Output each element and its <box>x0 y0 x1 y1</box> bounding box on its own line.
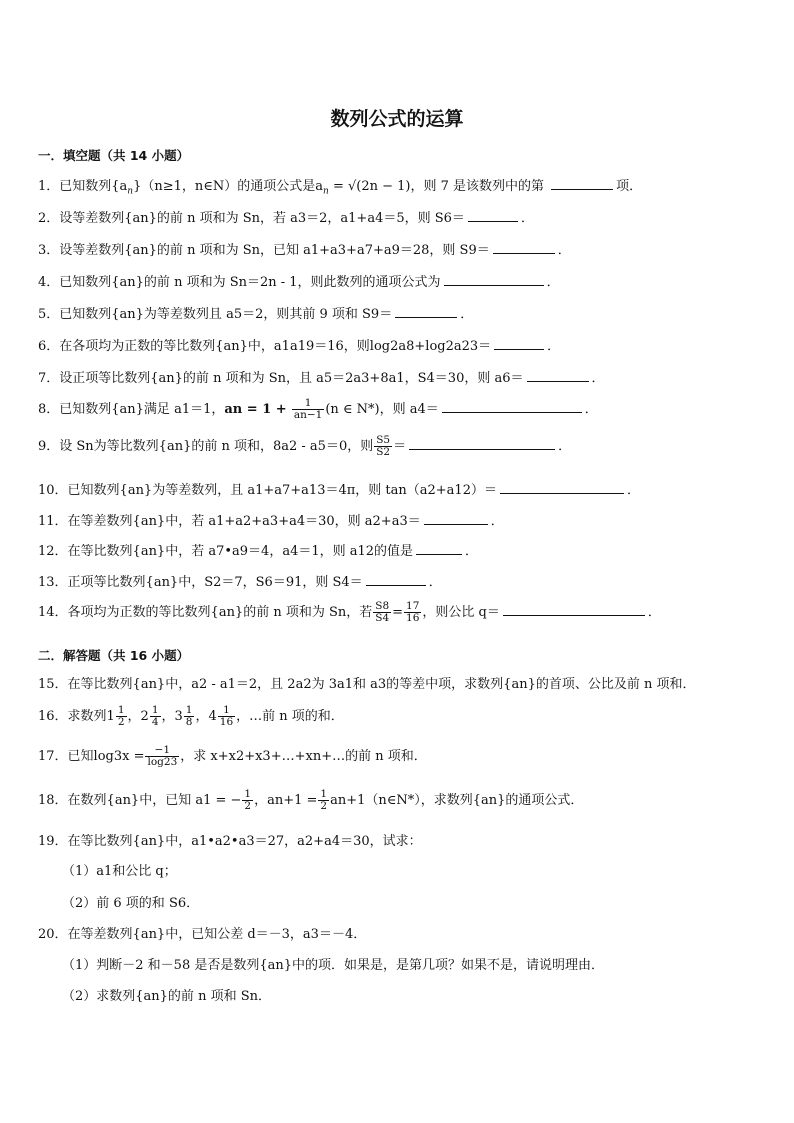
fraction: $\frac{1}{4}$ <box>151 704 159 728</box>
answer-blank[interactable] <box>416 542 462 555</box>
answer-blank[interactable] <box>493 241 555 254</box>
fraction: $\frac{1}{2}$ <box>244 788 252 812</box>
question-18: 18．在数列{an}中，已知 a1 = − $\frac{1}{2}$ ，an+1 = $\frac{1}{2}$ an+1（n∈N*），求数列{an}的通项公式． <box>38 788 584 812</box>
fraction: $\frac{1}{8}$ <box>185 704 193 728</box>
section-fill-in-heading: 一．填空题（共 14 小题） <box>38 148 190 163</box>
question-19: 19．在等比数列{an}中，a1•a2•a3＝27，a2+a4＝30，试求： <box>38 834 422 849</box>
question-12: 12．在等比数列{an}中，若 a7•a9＝4，a4＝1，则 a12的值是 ． <box>38 544 479 559</box>
question-17: 17．已知log3x = $\frac{-1}{\log 23}$ ，求 x+x2+x3+…+xn+…的前 n 项和． <box>38 744 427 768</box>
answer-blank[interactable] <box>500 481 624 494</box>
question-8: 8．已知数列{an}满足 a1＝1，an = 1 + $\frac{1}{an-1}$ (n ∈ N*)，则 a4＝ ． <box>38 397 598 421</box>
fraction: $\frac{1}{an-1}$ <box>293 397 323 421</box>
question-9: 9．设 Sn为等比数列{an}的前 n 项和，8a2 ‐ a5＝0，则 $\frac{S5}{S2}$ ＝ ． <box>38 434 572 458</box>
question-4: 4．已知数列{an}的前 n 项和为 Sn＝2n ‐ 1，则此数列的通项公式为 ． <box>38 275 560 290</box>
question-19-part-2: （2）前 6 项的和 S6． <box>62 896 200 911</box>
question-20-part-1: （1）判断－2 和－58 是否是数列{an}中的项．如果是，是第几项？如果不是，请说明理由． <box>62 958 605 973</box>
fraction: $\frac{-1}{\log 23}$ <box>147 744 178 768</box>
question-15: 15．在等比数列{an}中，a2 ‐ a1＝2，且 2a2为 3a1和 a3的等差中项，求数列{an}的首项、公比及前 n 项和． <box>38 677 696 692</box>
question-10: 10．已知数列{an}为等差数列，且 a1+a7+a13＝4π，则 tan（a2+a12）＝ ． <box>38 483 640 498</box>
answer-blank[interactable] <box>395 305 457 318</box>
fraction: $\frac{1}{2}$ <box>117 704 125 728</box>
question-3: 3．设等差数列{an}的前 n 项和为 Sn，已知 a1+a3+a7+a9＝28，则 S9＝ ． <box>38 243 571 258</box>
answer-blank[interactable] <box>503 603 645 616</box>
answer-blank[interactable] <box>366 573 426 586</box>
page-title: 数列公式的运算 <box>330 108 464 130</box>
question-2: 2．设等差数列{an}的前 n 项和为 Sn，若 a3＝2，a1+a4＝5，则 S6＝ ． <box>38 211 534 226</box>
question-16: 16．求数列1 $\frac{1}{2}$ ，2 $\frac{1}{4}$ ，3 $\frac{1}{8}$ ，4 $\frac{1}{16}$ ，…前 n 项的和． <box>38 704 344 728</box>
fraction: $\frac{1}{16}$ <box>219 704 234 728</box>
question-11: 11．在等差数列{an}中，若 a1+a2+a3+a4＝30，则 a2+a3＝ ． <box>38 514 504 529</box>
question-1: 1．已知数列$\{a_n\}(n\ge 1$，n∈N）的通项公式是$a_n = √(2n - 1)$，则 7 是该数列中的第 项． <box>38 179 643 197</box>
fraction: $\frac{S8}{S4}$ <box>375 600 390 624</box>
answer-blank[interactable] <box>424 512 488 525</box>
answer-blank[interactable] <box>444 273 544 286</box>
question-7: 7．设正项等比数列{an}的前 n 项和为 Sn，且 a5＝2a3+8a1，S4＝30，则 a6＝ ． <box>38 371 605 386</box>
question-19-part-1: （1）a1和公比 q； <box>62 864 177 879</box>
question-5: 5．已知数列{an}为等差数列且 a5＝2，则其前 9 项和 S9＝ ． <box>38 307 474 322</box>
answer-blank[interactable] <box>527 369 589 382</box>
answer-blank[interactable] <box>494 337 544 350</box>
fraction: $\frac{S5}{S2}$ <box>376 434 391 458</box>
question-20: 20．在等差数列{an}中，已知公差 d＝－3，a3＝－4． <box>38 927 367 942</box>
section-answer-heading: 二．解答题（共 16 小题） <box>38 648 190 663</box>
fraction: $\frac{1}{2}$ <box>320 788 328 812</box>
answer-blank[interactable] <box>551 177 613 190</box>
answer-blank[interactable] <box>409 437 555 450</box>
answer-blank[interactable] <box>442 400 582 413</box>
question-20-part-2: （2）求数列{an}的前 n 项和 Sn． <box>62 989 271 1004</box>
answer-blank[interactable] <box>468 209 518 222</box>
question-6: 6．在各项均为正数的等比数列{an}中，a1a19＝16，则log2a8+log2a23＝ ． <box>38 339 561 354</box>
question-13: 13．正项等比数列{an}中，S2＝7，S6＝91，则 S4＝ ． <box>38 575 442 590</box>
question-14: 14．各项均为正数的等比数列{an}的前 n 项和为 Sn，若 $\frac{S8}{S4}$ = $\frac{17}{16}$ ，则公比 q＝ ． <box>38 600 661 624</box>
fraction: $\frac{17}{16}$ <box>406 600 420 624</box>
